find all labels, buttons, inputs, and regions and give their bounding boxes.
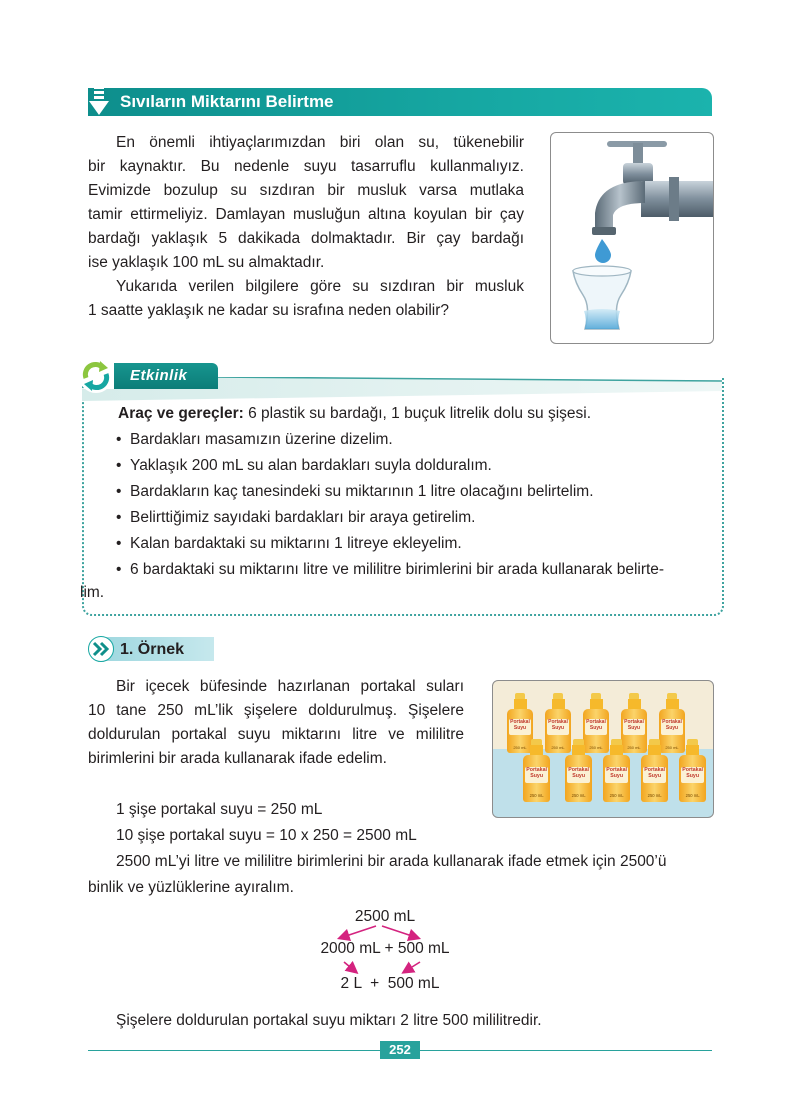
- bullet-dot: •: [116, 431, 122, 448]
- bottle-label-line1: Portakal: [548, 719, 568, 726]
- intro-line: ise yaklaşık 100 mL su almaktadır.: [88, 254, 325, 271]
- double-chevron-icon: [88, 636, 114, 662]
- bottle-label-line1: Portakal: [606, 766, 627, 773]
- juice-bottle: [565, 739, 592, 802]
- intro-line: Evimizde bozulup su sızdıran bir musluk varsa mutlaka: [88, 182, 524, 199]
- juice-bottle: [641, 739, 668, 802]
- step-text: Kalan bardaktaki su miktarını 1 litreye ekleyelim.: [130, 535, 462, 552]
- faucet-icon: [551, 133, 713, 343]
- arrow-left-top: [340, 926, 376, 938]
- activity-step: [88, 453, 718, 479]
- bottle-volume: 250 mL: [529, 793, 544, 799]
- bottle-label-line2: Suyu: [610, 773, 624, 780]
- page-number: 252: [380, 1041, 420, 1059]
- step-text: Bardakların kaç tanesindeki su miktarının 1 litre olacağını belirtelim.: [130, 483, 594, 500]
- step-text: Yaklaşık 200 mL su alan bardakları suyla dolduralım.: [130, 457, 492, 474]
- bottle-volume: 250 mL: [513, 744, 527, 750]
- bottle-label-line2: Suyu: [572, 773, 586, 780]
- bottle-label-line2: Suyu: [589, 725, 603, 732]
- bottle-label-line2: Suyu: [648, 773, 662, 780]
- arrow-right-top: [382, 926, 418, 938]
- faucet-illustration: [550, 132, 714, 344]
- activity-content: [80, 401, 718, 603]
- bottle-label-line1: Portakal: [586, 719, 606, 726]
- juice-bottle: [679, 739, 706, 802]
- activity-step: [88, 427, 718, 453]
- explain-line: 2500 mL’yi litre ve mililitre birimlerini bir arada kullanarak ifade etmek için 2500’ü: [116, 853, 667, 870]
- bottle-label-line1: Portakal: [662, 719, 682, 726]
- calculation: [88, 797, 718, 901]
- bullet-dot: •: [116, 535, 122, 552]
- example-line: doldurulan portakal suyu miktarını litre ve mililitre: [88, 726, 464, 743]
- diagram-top: 2500 mL: [354, 908, 416, 925]
- intro-line: bardağı yaklaşık 5 dakikada dolmaktadır. Bir çay bardağı: [88, 230, 524, 247]
- bottle-label-line2: Suyu: [627, 725, 641, 732]
- example-title: 1. Örnek: [120, 641, 185, 658]
- question-line: Yukarıda verilen bilgilere göre su sızdıran bir musluk: [116, 278, 524, 295]
- bottle-label-line2: Suyu: [551, 725, 565, 732]
- activity-step: [88, 479, 718, 505]
- example-line: 10 tane 250 mL’lik şişelere doldurulmuş. Şişelere: [88, 702, 464, 719]
- bullet-dot: •: [116, 561, 122, 578]
- diagram-bottom: 2 L + 500 mL: [340, 975, 440, 992]
- bottle-label-line1: Portakal: [624, 719, 644, 726]
- explain-line: binlik ve yüzlüklerine ayıralım.: [88, 879, 294, 896]
- calc-line: 10 şişe portakal suyu = 10 x 250 = 2500 mL: [116, 827, 417, 844]
- bottle-volume: 250 mL: [647, 793, 662, 799]
- recycle-arrows-icon: [78, 358, 114, 394]
- intro-line: tamir ettirmeliyiz. Damlayan musluğun altına koyulan bir çay: [88, 206, 524, 223]
- bottle-label-line2: Suyu: [530, 773, 544, 780]
- activity-step: [88, 531, 718, 557]
- bottle-label-line1: Portakal: [510, 719, 530, 726]
- intro-paragraph: [88, 131, 524, 275]
- bottle-label-line2: Suyu: [513, 725, 527, 732]
- example-line: birimlerini bir arada kullanarak ifade edelim.: [88, 750, 387, 767]
- arrow-right-bottom: [404, 962, 420, 972]
- tools-text: 6 plastik su bardağı, 1 buçuk litrelik dolu su şişesi.: [243, 405, 592, 422]
- tools-label: Araç ve gereçler:: [118, 405, 244, 422]
- arrow-left-bottom: [344, 962, 356, 972]
- bottle-label-line1: Portakal: [682, 766, 703, 773]
- bottle-volume: 250 mL: [665, 744, 679, 750]
- bottle-label-line1: Portakal: [526, 766, 547, 773]
- question-line: 1 saatte yaklaşık ne kadar su israfına neden olabilir?: [88, 302, 450, 319]
- intro-line: En önemli ihtiyaçlarımızdan biri olan su, tükenebilir: [116, 134, 524, 151]
- bottle-volume: 250 mL: [551, 744, 565, 750]
- step-text: 6 bardaktaki su miktarını litre ve mililitre birimlerini bir arada kullanarak belirte-: [130, 561, 665, 578]
- activity-step: [88, 505, 718, 531]
- bottle-volume: 250 mL: [627, 744, 641, 750]
- diagram-middle: 2000 mL + 500 mL: [320, 940, 450, 957]
- bottle-label-line2: Suyu: [665, 725, 679, 732]
- bottle-label-line1: Portakal: [644, 766, 665, 773]
- bottle-volume: 250 mL: [609, 793, 624, 799]
- bullet-dot: •: [116, 509, 122, 526]
- step-text: Belirttiğimiz sayıdaki bardakları bir araya getirelim.: [130, 509, 476, 526]
- bullet-dot: •: [116, 483, 122, 500]
- example-paragraph: [88, 675, 464, 771]
- question-paragraph: [88, 275, 524, 323]
- bottle-volume: 250 mL: [589, 744, 603, 750]
- calc-line: 1 şişe portakal suyu = 250 mL: [116, 801, 323, 818]
- section-title: Sıvıların Miktarını Belirtme: [120, 92, 334, 111]
- activity-tab-label: Etkinlik: [114, 363, 218, 389]
- juice-bottle: [523, 739, 550, 802]
- activity-step: [88, 557, 718, 583]
- bottle-label-line2: Suyu: [686, 773, 700, 780]
- juice-bottle: [603, 739, 630, 802]
- intro-line: bir kaynaktır. Bu nedenle suyu tasarruflu kullanmalıyız.: [88, 158, 524, 175]
- bottle-volume: 250 mL: [685, 793, 700, 799]
- step-text: Bardakları masamızın üzerine dizelim.: [130, 431, 393, 448]
- example-line: Bir içecek büfesinde hazırlanan portakal suları: [116, 678, 464, 695]
- bullet-dot: •: [116, 457, 122, 474]
- activity-tools: [88, 401, 718, 427]
- conclusion: Şişelere doldurulan portakal suyu miktarı 2 litre 500 mililitredir.: [116, 1012, 542, 1029]
- step-text-continued: lim.: [80, 584, 105, 601]
- bottle-volume: 250 mL: [571, 793, 586, 799]
- bottle-label-line1: Portakal: [568, 766, 589, 773]
- down-arrow-icon: [88, 86, 110, 118]
